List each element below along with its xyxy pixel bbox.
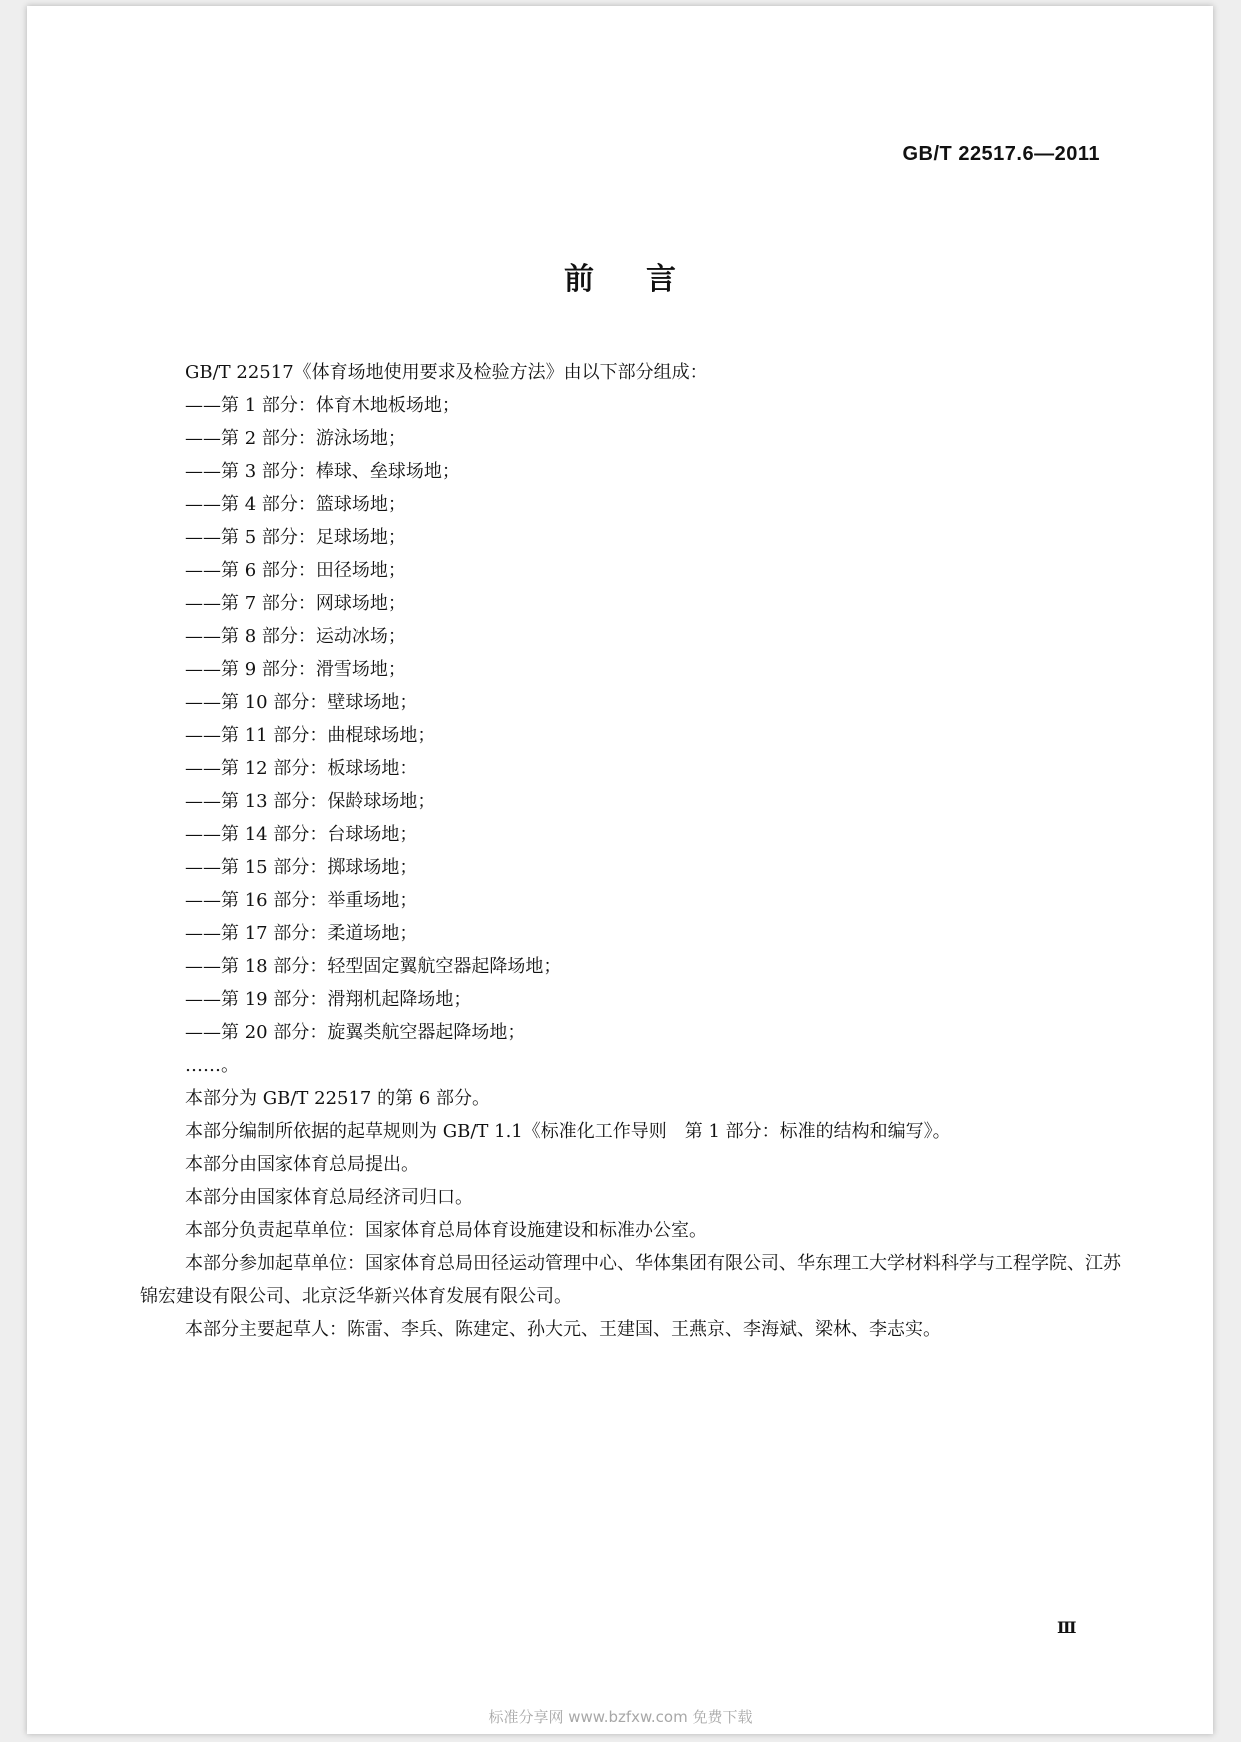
part-list-item: ——第 8 部分：运动冰场； [185, 626, 406, 647]
paragraph-list [140, 1082, 1130, 1346]
part-list-item: ——第 10 部分：壁球场地； [185, 692, 418, 713]
standard-code: GB/T 22517.6—2011 [902, 143, 1100, 165]
part-list-item: ——第 7 部分：网球场地； [185, 593, 406, 614]
part-list-item: ——第 20 部分：旋翼类航空器起降场地； [185, 1022, 526, 1043]
page-number: Ⅲ [1057, 1618, 1077, 1637]
part-list-item: ——第 2 部分：游泳场地； [185, 428, 406, 449]
parts-list [140, 389, 1130, 1049]
part-list-item: ——第 14 部分：台球场地； [185, 824, 418, 845]
part-list-item: ——第 18 部分：轻型固定翼航空器起降场地； [185, 956, 562, 977]
part-list-item: ——第 13 部分：保龄球场地； [185, 791, 436, 812]
part-list-item: ——第 9 部分：滑雪场地； [185, 659, 406, 680]
part-list-item: ——第 19 部分：滑翔机起降场地； [185, 989, 472, 1010]
body-paragraph: 本部分为 GB/T 22517 的第 6 部分。 [185, 1088, 490, 1109]
part-list-item: ——第 12 部分：板球场地： [185, 758, 418, 779]
part-list-item: ——第 11 部分：曲棍球场地； [185, 725, 436, 746]
body-paragraph: 本部分负责起草单位：国家体育总局体育设施建设和标准办公室。 [185, 1220, 707, 1241]
part-list-item: ——第 6 部分：田径场地； [185, 560, 406, 581]
body-paragraph: 本部分主要起草人：陈雷、李兵、陈建定、孙大元、王建国、王燕京、李海斌、梁林、李志实。 [185, 1319, 941, 1340]
part-list-item: ——第 3 部分：棒球、垒球场地； [185, 461, 460, 482]
document-page [27, 6, 1213, 1734]
part-list-item: ——第 16 部分：举重场地； [185, 890, 418, 911]
part-list-item: ——第 1 部分：体育木地板场地； [185, 395, 460, 416]
intro-paragraph: GB/T 22517《体育场地使用要求及检验方法》由以下部分组成： [185, 362, 708, 383]
part-list-item: ——第 4 部分：篮球场地； [185, 494, 406, 515]
page-title: 前言 [564, 262, 728, 297]
body-paragraph: 本部分由国家体育总局提出。 [185, 1154, 419, 1175]
body-paragraph: 本部分由国家体育总局经济司归口。 [185, 1187, 473, 1208]
part-list-item: ——第 5 部分：足球场地； [185, 527, 406, 548]
part-list-item: ——第 15 部分：掷球场地； [185, 857, 418, 878]
part-list-item: ——第 17 部分：柔道场地； [185, 923, 418, 944]
list-ellipsis: ……。 [185, 1055, 239, 1076]
body-paragraph: 本部分编制所依据的起草规则为 GB/T 1.1《标准化工作导则 第 1 部分：标准的结构和编写》。 [185, 1121, 951, 1142]
body-paragraph: 本部分参加起草单位：国家体育总局田径运动管理中心、华体集团有限公司、华东理工大学材料科学与工程学院、江苏锦宏建设有限公司、北京泛华新兴体育发展有限公司。 [140, 1253, 1121, 1307]
watermark-text: 标准分享网 www.bzfxw.com 免费下载 [488, 1708, 753, 1726]
document-body [140, 356, 1130, 1346]
